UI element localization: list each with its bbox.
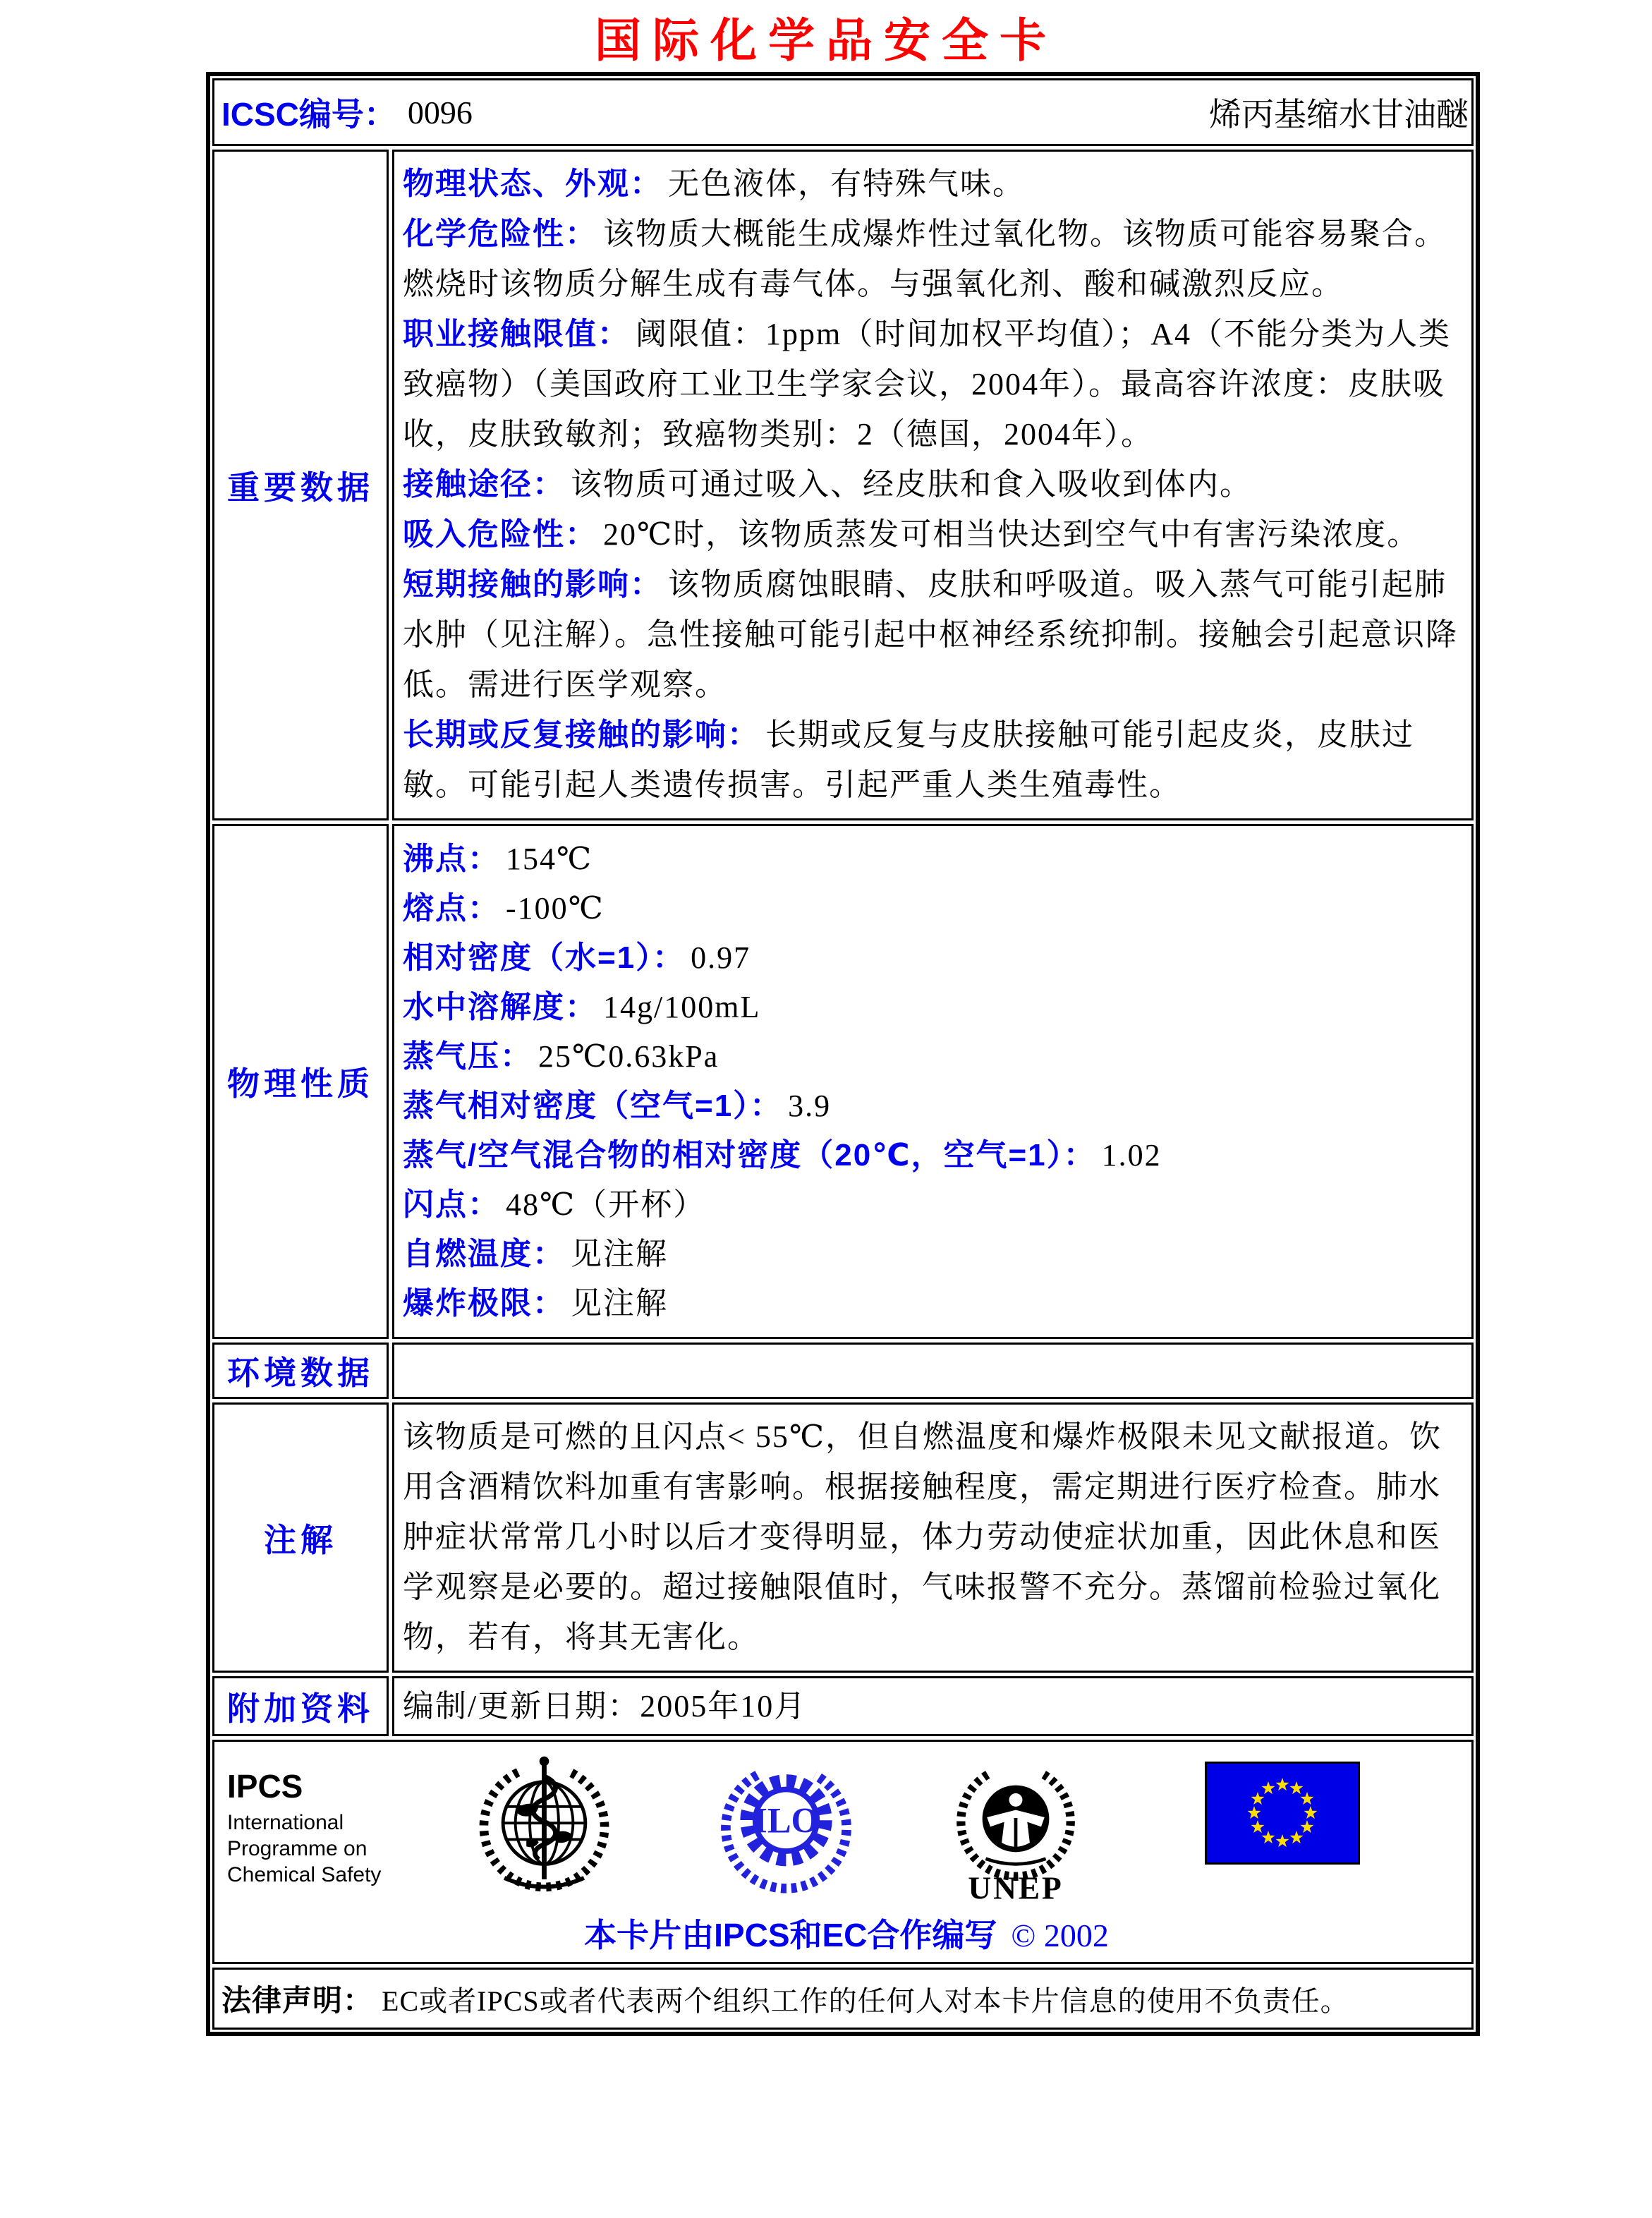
section-label-physical-properties: 物理性质 <box>212 824 389 1339</box>
copyright-text: © 2002 <box>1011 1917 1109 1953</box>
section-label-additional-info: 附加资料 <box>212 1676 389 1736</box>
important-data-item: 物理状态、外观： 无色液体，有特殊气味。 <box>403 166 1025 201</box>
notes-content <box>392 1402 1474 1673</box>
physical-property: 水中溶解度： 14g/100mL <box>403 990 761 1024</box>
icsc-number-label: ICSC编号： <box>221 96 396 133</box>
cooperation-caption-text: 本卡片由IPCS和EC合作编写 <box>584 1917 997 1953</box>
environmental-data-content <box>392 1343 1474 1399</box>
cooperation-caption <box>227 1910 1466 1956</box>
safety-card <box>206 72 1480 2036</box>
physical-property: 闪点： 48℃（开杯） <box>403 1187 706 1222</box>
physical-property: 熔点： -100℃ <box>403 891 605 926</box>
ipcs-acronym: IPCS <box>227 1768 303 1805</box>
important-data-item: 接触途径： 该物质可通过吸入、经皮肤和食入吸收到体内。 <box>403 467 1252 502</box>
ilo-logo-icon <box>717 1752 855 1901</box>
update-date-text: 编制/更新日期：2005年10月 <box>403 1689 807 1723</box>
section-label-notes: 注解 <box>212 1402 389 1673</box>
legal-notice-row <box>212 1968 1474 2030</box>
physical-properties-content <box>392 824 1474 1339</box>
card-grid <box>212 78 1474 2030</box>
important-data-item: 职业接触限值： 阈限值：1ppm（时间加权平均值）；A4（不能分类为人类致癌物）（美国政府工业卫生学家会议，2004年）。最高容许浓度：皮肤吸收，皮肤致敏剂；致癌物类别：2（德国，2004年）。 <box>403 317 1451 452</box>
section-label-important-data: 重要数据 <box>212 150 389 820</box>
logos-line <box>227 1752 1466 1910</box>
icsc-number-group <box>221 89 473 135</box>
physical-property: 蒸气相对密度（空气=1）： 3.9 <box>403 1089 832 1123</box>
legal-notice-label: 法律声明： <box>221 1984 374 2017</box>
ipcs-block <box>227 1752 439 1888</box>
header-row <box>212 78 1474 146</box>
physical-property: 相对密度（水=1）： 0.97 <box>403 940 751 975</box>
notes-text: 该物质是可燃的且闪点< 55℃，但自燃温度和爆炸极限未见文献报道。饮用含酒精饮料加重有害影响。根据接触程度，需定期进行医疗检查。肺水肿症状常常几小时以后才变得明显，体力劳动使症状加重，因此休息和医学观察是必要的。超过接触限值时，气味报警不充分。蒸馏前检验过氧化物，若有，将其无害化。 <box>403 1419 1443 1654</box>
physical-property: 蒸气/空气混合物的相对密度（20℃，空气=1）： 1.02 <box>403 1138 1162 1172</box>
physical-property: 沸点： 154℃ <box>403 842 593 876</box>
legal-notice-text: EC或者IPCS或者代表两个组织工作的任何人对本卡片信息的使用不负责任。 <box>382 1984 1349 2017</box>
important-data-item: 长期或反复接触的影响： 长期或反复与皮肤接触可能引起皮炎，皮肤过敏。可能引起人类遗传损害。引起严重人类生殖毒性。 <box>403 717 1414 802</box>
important-data-item: 吸入危险性： 20℃时，该物质蒸发可相当快达到空气中有害污染浓度。 <box>403 517 1420 552</box>
who-logo-icon <box>475 1752 613 1901</box>
page-title: 国际化学品安全卡 <box>595 13 1057 68</box>
unep-logo-icon <box>952 1752 1079 1910</box>
important-data-item: 化学危险性： 该物质大概能生成爆炸性过氧化物。该物质可能容易聚合。燃烧时该物质分解生成有毒气体。与强氧化剂、酸和碱激烈反应。 <box>403 217 1447 301</box>
physical-property: 自燃温度： 见注解 <box>403 1237 668 1271</box>
physical-property: 爆炸极限： 见注解 <box>403 1286 668 1321</box>
additional-info-content <box>392 1676 1474 1736</box>
chemical-name: 烯丙基缩水甘油醚 <box>1209 97 1469 133</box>
important-data-item: 短期接触的影响： 该物质腐蚀眼睛、皮肤和呼吸道。吸入蒸气可能引起肺水肿（见注解）。急性接触可能引起中枢神经系统抑制。接触会引起意识降低。需进行医学观察。 <box>403 567 1458 702</box>
section-label-environmental-data: 环境数据 <box>212 1343 389 1399</box>
ipcs-subtitle: International Programme on Chemical Safety <box>227 1811 382 1886</box>
physical-property: 蒸气压： 25℃0.63kPa <box>403 1039 719 1074</box>
important-data-content <box>392 150 1474 820</box>
icsc-number-value: 0096 <box>407 94 473 131</box>
organizations-row <box>212 1740 1474 1964</box>
unep-logo-text: UNEP <box>968 1869 1064 1906</box>
ilo-logo-text: ILO <box>753 1800 819 1841</box>
eu-flag-icon <box>1205 1762 1360 1865</box>
